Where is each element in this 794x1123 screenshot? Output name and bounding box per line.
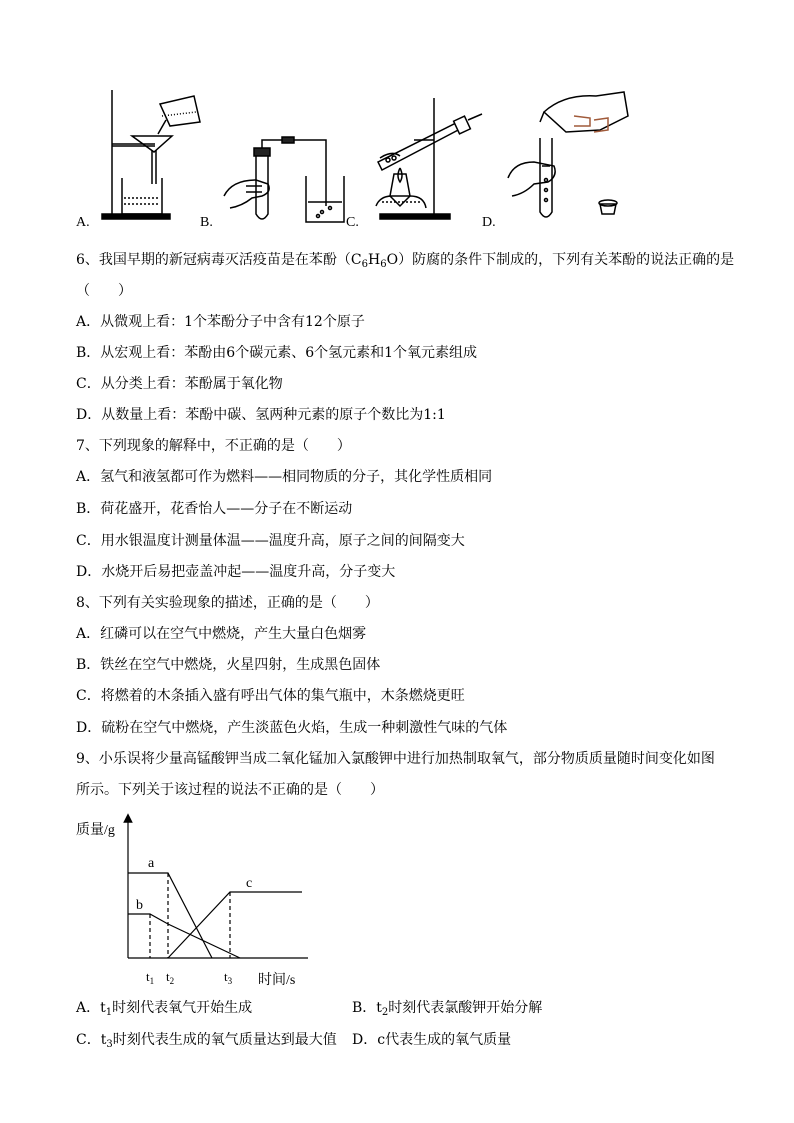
curve-a: [128, 873, 212, 958]
q6-answer-blank: （ ）: [76, 283, 132, 299]
q7-option-c: C．用水银温度计测量体温——温度升高，原子之间的间隔变大: [76, 533, 465, 549]
q5-option-d: D.: [482, 215, 496, 230]
q9-option-d: D．c代表生成的氧气质量: [352, 1032, 512, 1048]
curve-c: [168, 892, 302, 958]
q6-option-b: B．从宏观上看：苯酚由6个碳元素、6个氢元素和1个氧元素组成: [76, 345, 478, 361]
q8-option-d: D．硫粉在空气中燃烧，产生淡蓝色火焰，生成一种刺激性气味的气体: [76, 720, 508, 736]
q7-stem: 7、下列现象的解释中，不正确的是（ ）: [76, 438, 351, 454]
q6-option-d: D．从数量上看：苯酚中碳、氢两种元素的原子个数比为1:1: [76, 407, 446, 423]
q8-option-b: B．铁丝在空气中燃烧，火星四射，生成黑色固体: [76, 657, 381, 673]
q6-stem: 6、我国早期的新冠病毒灭活疫苗是在苯酚$(C_6H_6O)$防腐的条件下制成的，下列有关苯酚的说法正确的是: [76, 252, 735, 270]
q7-option-a: A．氢气和液氢都可作为燃料——相同物质的分子，其化学性质相同: [76, 469, 493, 485]
q8-stem: 8、下列有关实验现象的描述，正确的是（ ）: [76, 595, 379, 611]
q9-stem-line1: 9、小乐误将少量高锰酸钾当成二氧化锰加入氯酸钾中进行加热制取氧气，部分物质质量随时间变化如图: [76, 751, 715, 767]
x-axis-label: 时间/s: [258, 973, 296, 988]
q7-option-b: B．荷花盛开，花香怡人——分子在不断运动: [76, 501, 353, 517]
t2-tick-label: $t_2$: [166, 969, 175, 986]
curve-b-label: b: [136, 898, 143, 913]
pouring-liquid-image: [504, 86, 634, 226]
filtration-apparatus-image: [100, 86, 210, 226]
curve-a-label: a: [148, 856, 155, 871]
q9-stem-line2: 所示。下列关于该过程的说法不正确的是（ ）: [76, 782, 384, 798]
q5-option-a: A.: [76, 215, 90, 230]
q5-option-b: B.: [200, 215, 213, 230]
q6-option-a: A．从微观上看：1个苯酚分子中含有12个原子: [76, 314, 365, 330]
q8-option-a: A．红磷可以在空气中燃烧，产生大量白色烟雾: [76, 626, 367, 642]
q9-option-c: C．$t_3$时刻代表生成的氧气质量达到最大值: [76, 1032, 337, 1050]
t1-tick-label: $t_1$: [146, 969, 155, 986]
q7-option-d: D．水烧开后易把壶盖冲起——温度升高，分子变大: [76, 564, 396, 580]
curve-b: [128, 914, 240, 958]
heating-test-tube-image: [370, 96, 488, 226]
q5-option-c: C.: [346, 215, 359, 230]
q6-option-c: C．从分类上看：苯酚属于氧化物: [76, 376, 283, 392]
airtightness-check-image: [222, 134, 348, 226]
q9-option-a: A．$t_1$时刻代表氧气开始生成: [76, 1000, 253, 1018]
curve-c-label: c: [246, 876, 253, 891]
mass-time-graph: [70, 810, 320, 990]
q9-option-b: B．$t_2$时刻代表氯酸钾开始分解: [352, 1000, 543, 1018]
q8-option-c: C．将燃着的木条插入盛有呼出气体的集气瓶中，木条燃烧更旺: [76, 688, 465, 704]
t3-tick-label: $t_3$: [224, 969, 233, 986]
y-axis-label: 质量/g: [76, 823, 115, 838]
